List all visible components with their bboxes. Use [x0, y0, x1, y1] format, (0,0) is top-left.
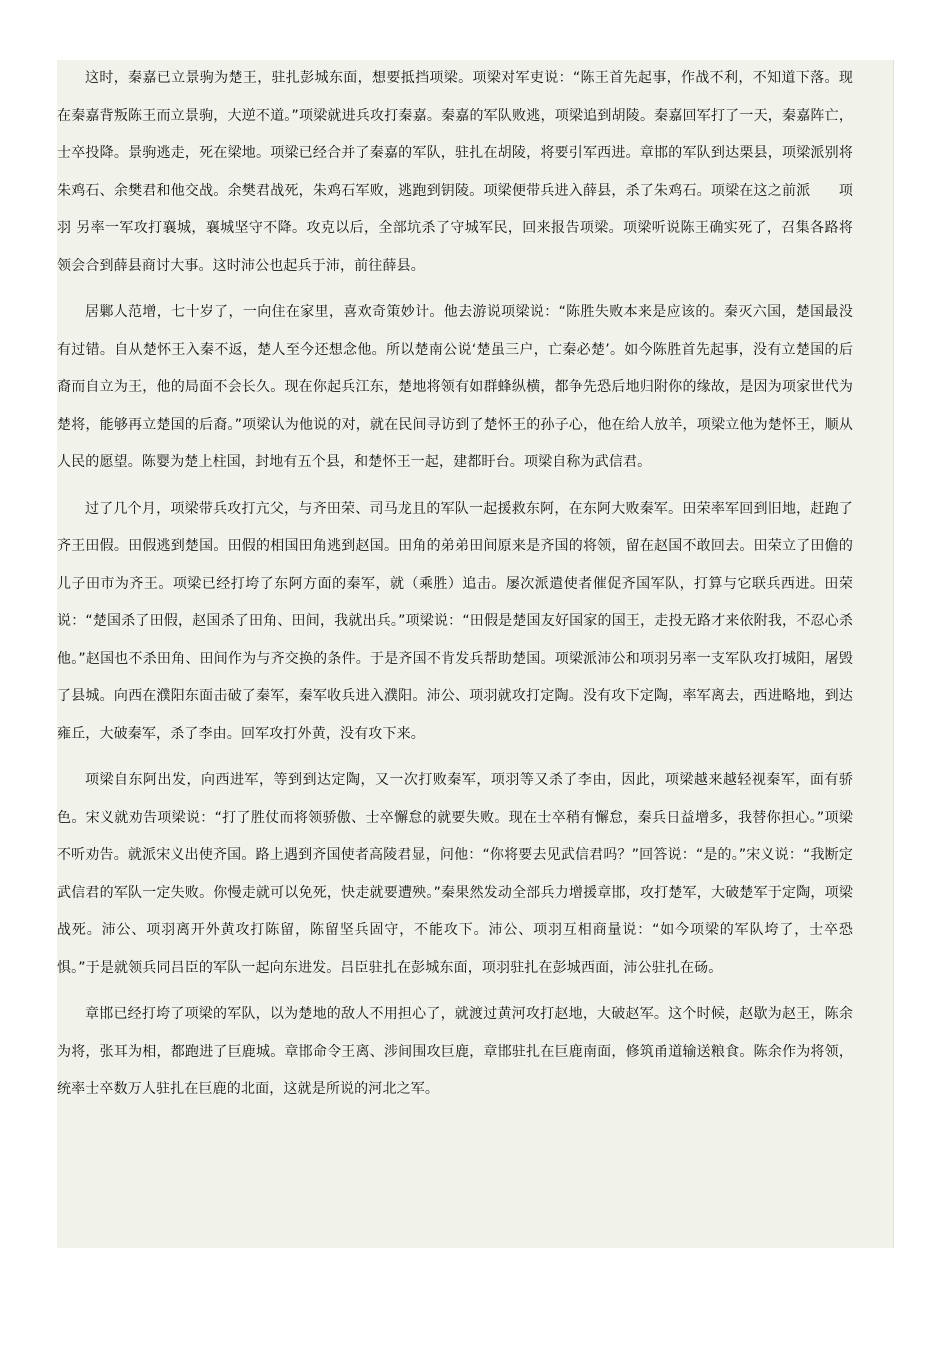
article-body	[57, 60, 853, 1109]
paragraph-5: 章邯已经打垮了项梁的军队，以为楚地的敌人不用担心了，就渡过黄河攻打赵地，大破赵军。这个时候，赵歇为赵王，陈余为将，张耳为相，都跑进了巨鹿城。章邯命令王离、涉间围攻巨鹿，章邯驻扎在巨鹿南面，修筑甬道输送粮食。陈余作为将领，统率士卒数万人驻扎在巨鹿的北面，这就是所说的河北之军。	[57, 1006, 853, 1097]
paragraph-4: 项梁自东阿出发，向西进军，等到到达定陶，又一次打败秦军，项羽等又杀了李由，因此，项梁越来越轻视秦军，面有骄色。宋义就劝告项梁说：“打了胜仗而将领骄傲、士卒懈怠的就要失败。现在士卒稍有懈怠，秦兵日益增多，我替你担心。”项梁不听劝告。就派宋义出使齐国。路上遇到齐国使者高陵君显，问他：“你将要去见武信君吗？”回答说：“是的。”宋义说：“我断定武信君的军队一定失败。你慢走就可以免死，快走就要遭殃。”秦果然发动全部兵力增援章邯，攻打楚军，大破楚军于定陶，项梁战死。沛公、项羽离开外黄攻打陈留，陈留坚兵固守，不能攻下。沛公、项羽互相商量说：“如今项梁的军队垮了，士卒恐惧。”于是就领兵同吕臣的军队一起向东进发。吕臣驻扎在彭城东面，项羽驻扎在彭城西面，沛公驻扎在砀。	[57, 772, 853, 976]
paragraph-3: 过了几个月，项梁带兵攻打亢父，与齐田荣、司马龙且的军队一起援救东阿，在东阿大败秦军。田荣率军回到旧地，赶跑了齐王田假。田假逃到楚国。田假的相国田角逃到赵国。田角的弟弟田间原来是齐国的将领，留在赵国不敢回去。田荣立了田儋的儿子田市为齐王。项梁已经打垮了东阿方面的秦军，就（乘胜）追击。屡次派遣使者催促齐国军队，打算与它联兵西进。田荣说：“楚国杀了田假，赵国杀了田角、田间，我就出兵。”项梁说：“田假是楚国友好国家的国王，走投无路才来依附我，不忍心杀他。”赵国也不杀田角、田间作为与齐交换的条件。于是齐国不肯发兵帮助楚国。项梁派沛公和项羽另率一支军队攻打城阳，屠毁了县城。向西在濮阳东面击破了秦军，秦军收兵进入濮阳。沛公、项羽就攻打定陶。没有攻下定陶，率军离去，西进略地，到达雍丘，大破秦军，杀了李由。回军攻打外黄，没有攻下来。	[57, 500, 853, 742]
paragraph-2: 居鄛人范增，七十岁了，一向住在家里，喜欢奇策妙计。他去游说项梁说：“陈胜失败本来是应该的。秦灭六国，楚国最没有过错。自从楚怀王入秦不返，楚人至今还想念他。所以楚南公说‘楚虽三户，亡秦必楚’。如今陈胜首先起事，没有立楚国的后裔而自立为王，他的局面不会长久。现在你起兵江东，楚地将领有如群蜂纵横，都争先恐后地归附你的缘故，是因为项家世代为楚将，能够再立楚国的后裔。”项梁认为他说的对，就在民间寻访到了楚怀王的孙子心，他在给人放羊，项梁立他为楚怀王，顺从人民的愿望。陈婴为楚上柱国，封地有五个县，和楚怀王一起，建都盱台。项梁自称为武信君。	[57, 304, 853, 470]
paragraph-1: 这时，秦嘉已立景驹为楚王，驻扎彭城东面，想要抵挡项梁。项梁对军吏说：“陈王首先起事，作战不利，不知道下落。现在秦嘉背叛陈王而立景驹，大逆不道。”项梁就进兵攻打秦嘉。秦嘉的军队败逃，项梁追到胡陵。秦嘉回军打了一天，秦嘉阵亡，士卒投降。景驹逃走，死在梁地。项梁已经合并了秦嘉的军队，驻扎在胡陵，将要引军西进。章邯的军队到达栗县，项梁派别将朱鸡石、余樊君和他交战。余樊君战死，朱鸡石军败，逃跑到钥陵。项梁便带兵进入薛县，杀了朱鸡石。项梁在这之前派 项羽 另率一军攻打襄城，襄城坚守不降。攻克以后，全部坑杀了守城军民，回来报告项梁。项梁听说陈王确实死了，召集各路将领会合到薛县商讨大事。这时沛公也起兵于沛，前往薛县。	[57, 70, 853, 274]
